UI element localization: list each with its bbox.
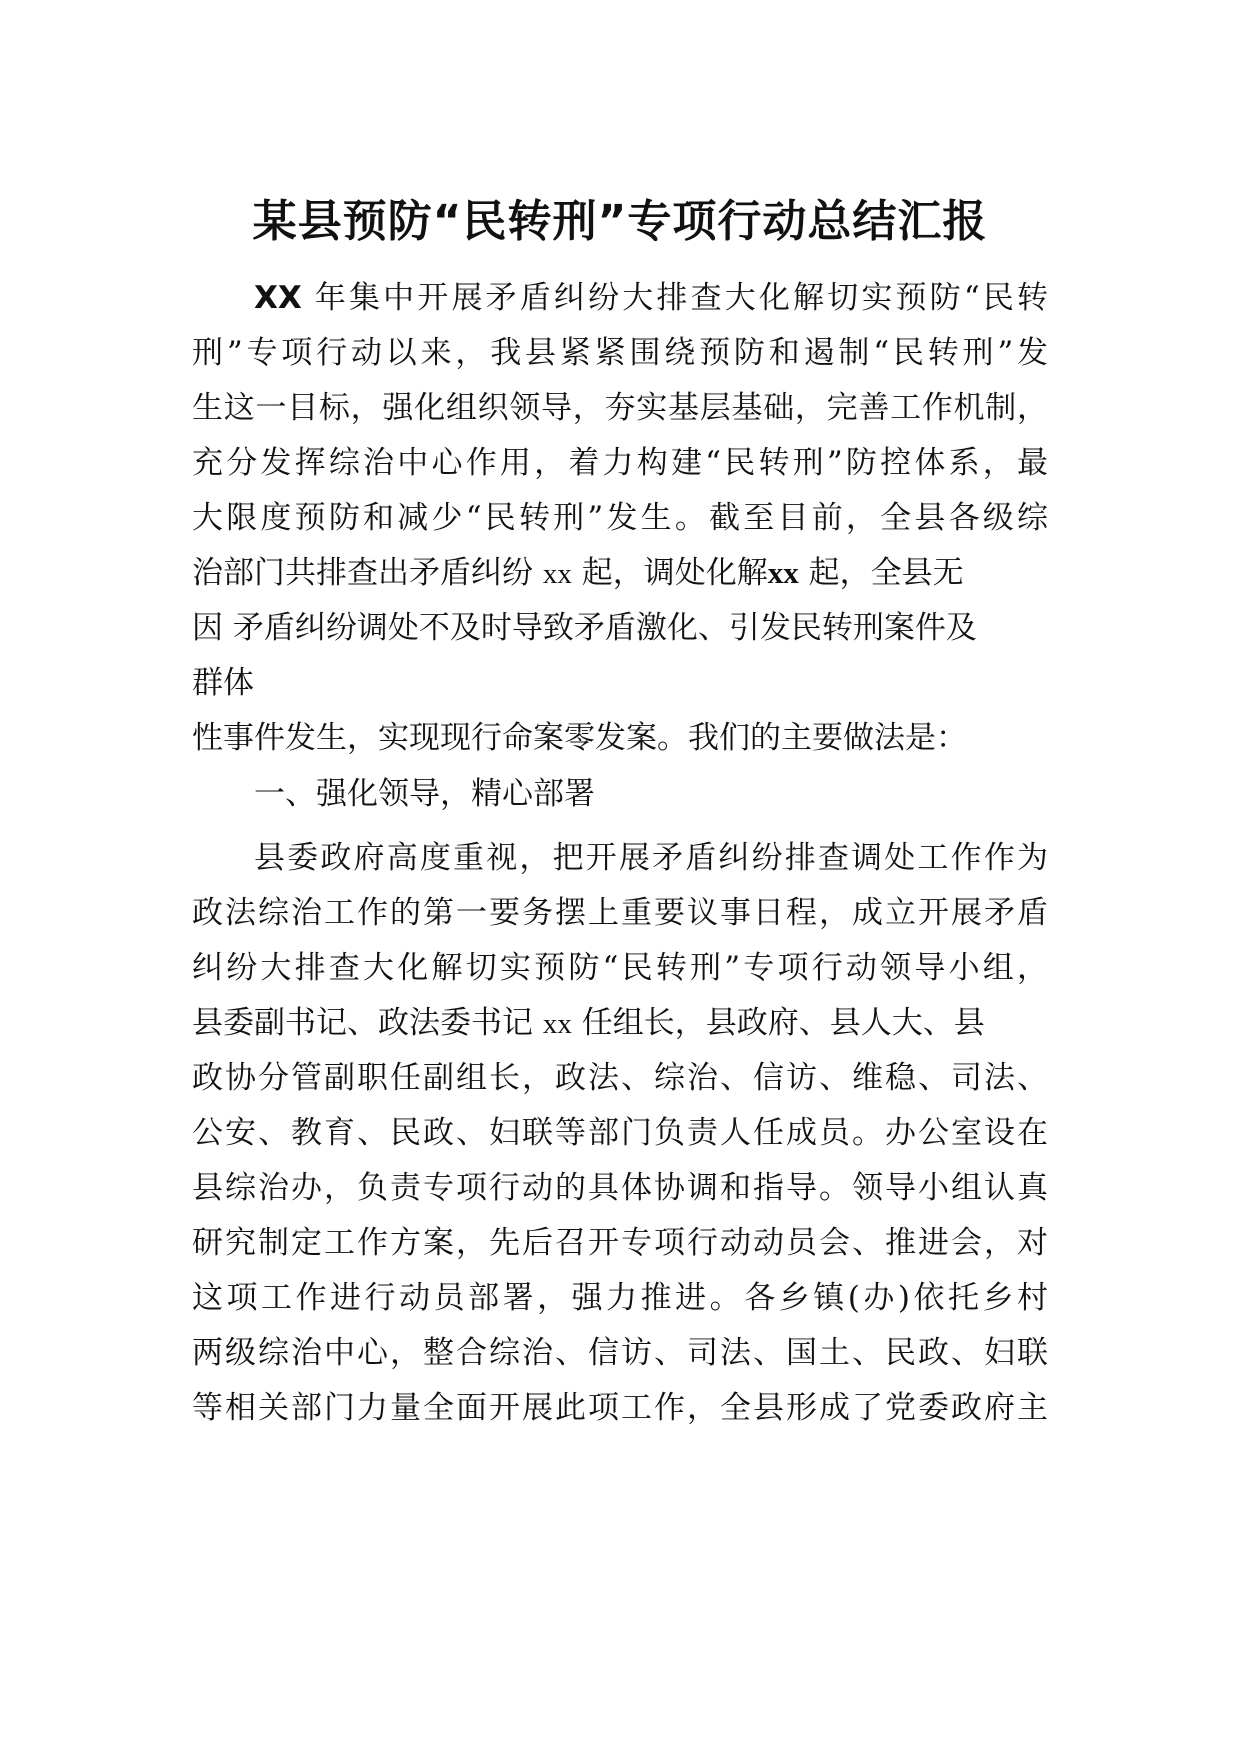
count-placeholder-bold: xx [767,555,799,590]
intro-line-1: XX 年集中开展矛盾纠纷大排查大化解切实预防“民转 [254,280,1048,316]
section1-line-5: 政协分管副职任副组长，政法、综治、信访、维稳、司法、 [192,1060,1048,1096]
section1-line-1: 县委政府高度重视，把开展矛盾纠纷排查调处工作作为 [254,840,1048,876]
intro-line-6: 治部门共排查出矛盾纠纷 xx 起，调处化解xx 起，全县无 [192,555,964,591]
section1-line-10: 两级综治中心，整合综治、信访、司法、国土、民政、妇联 [192,1335,1048,1371]
section1-line-8: 研究制定工作方案，先后召开专项行动动员会、推进会，对 [192,1225,1048,1261]
name-placeholder: xx [542,1008,572,1040]
section1-line-9: 这项工作进行动员部署，强力推进。各乡镇(办)依托乡村 [192,1280,1048,1316]
year-placeholder: XX [254,280,302,316]
section1-line-4: 县委副书记、政法委书记 xx 任组长，县政府、县人大、县 [192,1005,985,1041]
document-title: 某县预防“民转刑”专项行动总结汇报 [252,196,988,247]
intro-line-3: 生这一目标，强化组织领导，夯实基层基础，完善工作机制， [192,390,1048,426]
section1-line-3: 纠纷大排查大化解切实预防“民转刑”专项行动领导小组， [192,950,1048,986]
section-heading: 一、强化领导，精心部署 [254,776,595,812]
intro-line-8: 群体 [192,665,254,701]
intro-line-9: 性事件发生，实现现行命案零发案。我们的主要做法是： [192,720,967,756]
intro-line-4: 充分发挥综治中心作用，着力构建“民转刑”防控体系，最 [192,445,1048,481]
count-placeholder: xx [542,558,572,590]
section1-line-6: 公安、教育、民政、妇联等部门负责人任成员。办公室设在 [192,1115,1048,1151]
intro-line-2: 刑”专项行动以来，我县紧紧围绕预防和遏制“民转刑”发 [192,335,1048,371]
section1-line-2: 政法综治工作的第一要务摆上重要议事日程，成立开展矛盾 [192,895,1048,931]
intro-line-5: 大限度预防和减少“民转刑”发生。截至目前，全县各级综 [192,500,1048,536]
section1-line-11: 等相关部门力量全面开展此项工作，全县形成了党委政府主 [192,1390,1048,1426]
intro-line-7: 因 矛盾纠纷调处不及时导致矛盾激化、引发民转刑案件及 [192,610,977,646]
section1-line-7: 县综治办，负责专项行动的具体协调和指导。领导小组认真 [192,1170,1048,1206]
